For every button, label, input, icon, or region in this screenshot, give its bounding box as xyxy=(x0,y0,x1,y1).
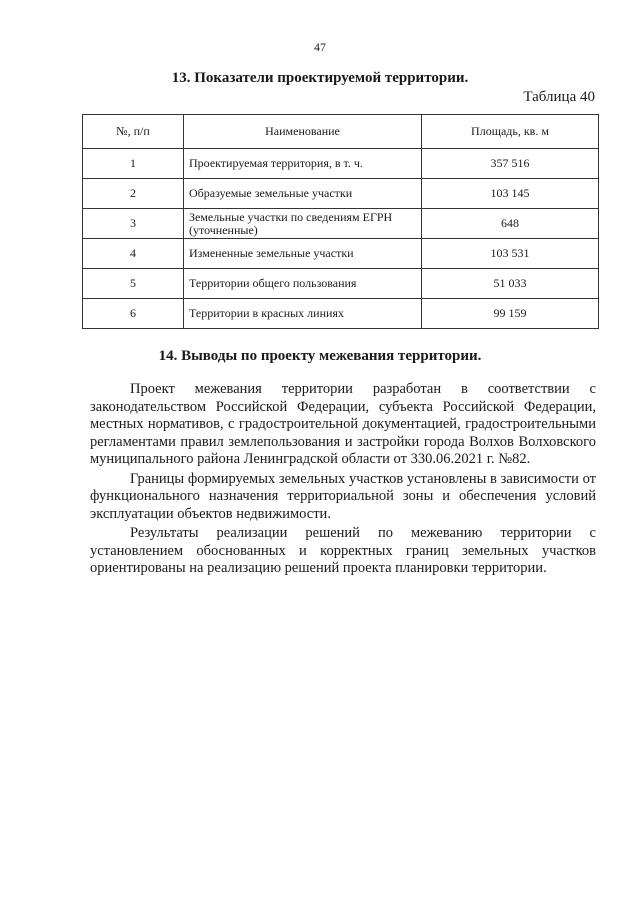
section-14-title: 14. Выводы по проекту межевания территории. xyxy=(158,348,482,364)
table-row xyxy=(83,269,599,299)
row-area: 357 516 xyxy=(422,149,599,179)
row-area: 103 145 xyxy=(422,179,599,209)
paragraph: Границы формируемых земельных участков установлены в зависимости от функционального назначения территориальной зоны и обеспечения условий эксплуатации объектов недвижимости. xyxy=(90,470,596,522)
row-number: 5 xyxy=(83,269,184,299)
row-area: 103 531 xyxy=(422,239,599,269)
table-row xyxy=(83,179,599,209)
row-number: 3 xyxy=(83,209,184,239)
row-number: 2 xyxy=(83,179,184,209)
table-row xyxy=(83,239,599,269)
row-name: Измененные земельные участки xyxy=(184,239,422,269)
row-number: 1 xyxy=(83,149,184,179)
page-number: 47 xyxy=(314,40,326,54)
row-name: Земельные участки по сведениям ЕГРН (уточненные) xyxy=(184,209,422,239)
header-number: №, п/п xyxy=(83,115,184,149)
row-area: 648 xyxy=(422,209,599,239)
paragraph: Проект межевания территории разработан в соответствии с законодательством Российской Федерации, субъекта Российской Федерации, местных нормативов, с градостроительной документацией, градостроительными регламентами правил землепользования и застройки города Волхов Волховского муниципального района Ленинградской области от 330.06.2021 г. №82. xyxy=(90,381,596,467)
row-name: Территории общего пользования xyxy=(184,269,422,299)
table-row xyxy=(83,149,599,179)
table-row xyxy=(83,299,599,329)
table-caption: Таблица 40 xyxy=(523,89,595,105)
header-name: Наименование xyxy=(184,115,422,149)
row-name: Проектируемая территория, в т. ч. xyxy=(184,149,422,179)
row-area: 51 033 xyxy=(422,269,599,299)
header-area: Площадь, кв. м xyxy=(422,115,599,149)
row-area: 99 159 xyxy=(422,299,599,329)
paragraph: Результаты реализации решений по межеванию территории с установлением обоснованных и корректных границ земельных участков ориентированы на реализацию решений проекта планировки территории. xyxy=(90,525,596,576)
row-number: 4 xyxy=(83,239,184,269)
conclusions-body xyxy=(90,381,596,580)
row-name: Территории в красных линиях xyxy=(184,299,422,329)
indicators-table xyxy=(82,114,599,329)
table-row xyxy=(83,209,599,239)
section-13-title: 13. Показатели проектируемой территории. xyxy=(171,70,469,86)
row-number: 6 xyxy=(83,299,184,329)
row-name: Образуемые земельные участки xyxy=(184,179,422,209)
table-header-row xyxy=(83,115,599,149)
